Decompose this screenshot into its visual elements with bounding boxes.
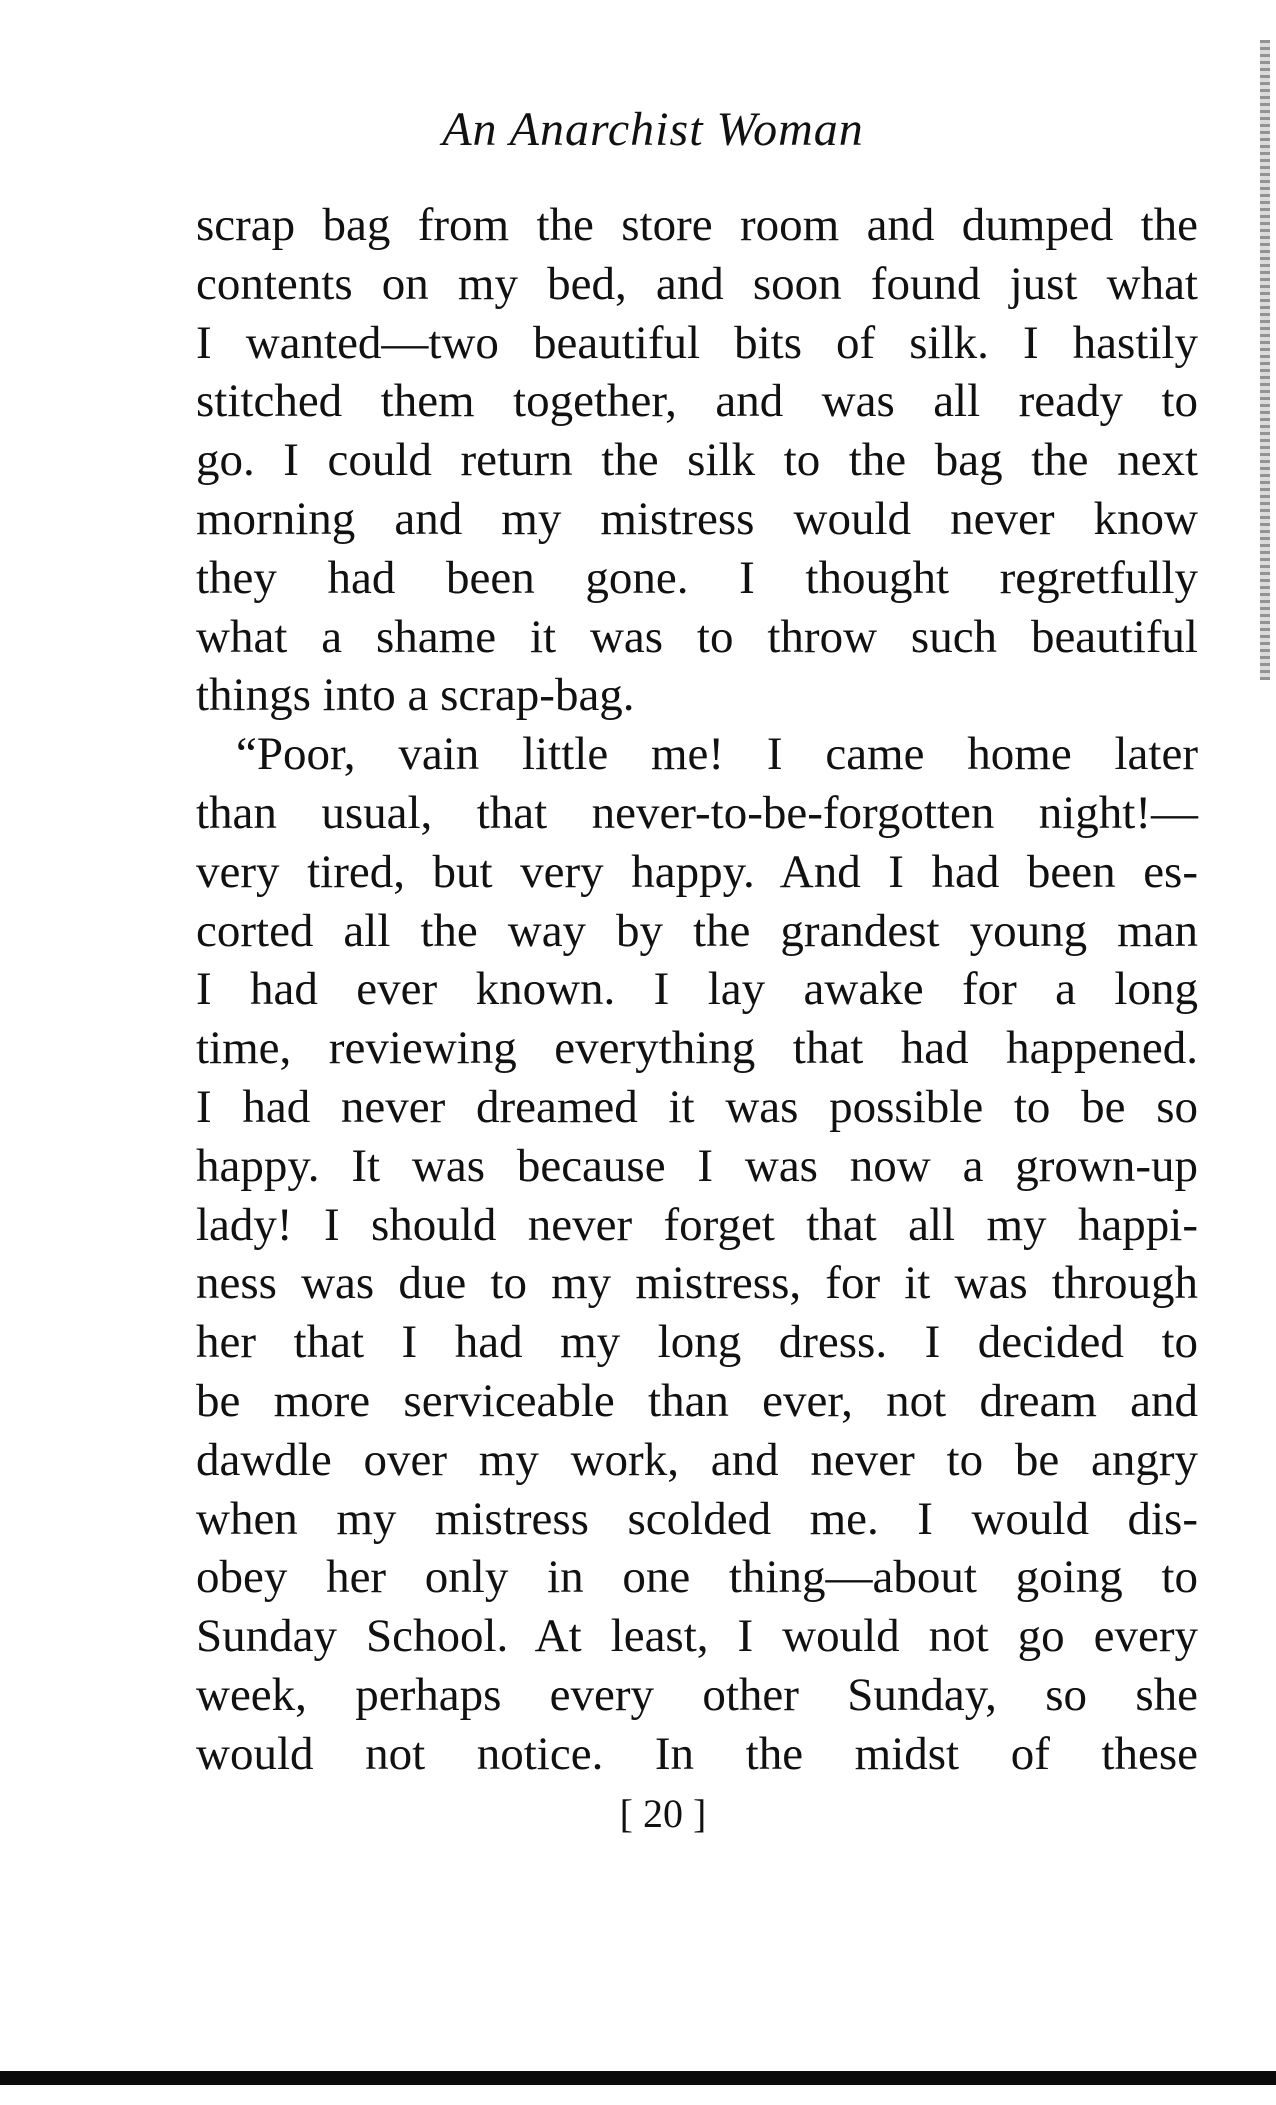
text-line: things into a scrap-bag. (196, 669, 635, 722)
text-line: what a shame it was to throw such beautiful (196, 610, 1198, 663)
text-line: her that I had my long dress. I decided to (196, 1316, 1198, 1369)
text-line: I had never dreamed it was possible to be so (196, 1080, 1198, 1133)
text-line: Sunday School. At least, I would not go every (196, 1610, 1198, 1663)
text-line: week, perhaps every other Sunday, so she (196, 1668, 1198, 1721)
text-line: I had ever known. I lay awake for a long (196, 963, 1198, 1016)
text-line: contents on my bed, and soon found just what (196, 257, 1198, 310)
text-line: would not notice. In the midst of these (196, 1727, 1198, 1780)
scan-bottom-border (0, 2071, 1276, 2085)
text-line: dawdle over my work, and never to be angry (196, 1433, 1198, 1486)
text-line: “Poor, vain little me! I came home later (236, 728, 1198, 781)
text-line: go. I could return the silk to the bag the next (196, 434, 1198, 487)
page-number: [ 20 ] (619, 1791, 707, 1836)
text-line: scrap bag from the store room and dumped the (196, 199, 1198, 251)
text-line: they had been gone. I thought regretfully (196, 551, 1198, 604)
text-line: morning and my mistress would never know (196, 492, 1198, 545)
text-line: I wanted—two beautiful bits of silk. I hastily (196, 316, 1198, 369)
text-line: when my mistress scolded me. I would dis- (196, 1492, 1198, 1545)
text-line: corted all the way by the grandest young man (196, 904, 1198, 957)
text-line: happy. It was because I was now a grown-up (196, 1139, 1198, 1192)
text-line: than usual, that never-to-be-forgotten night!— (196, 786, 1198, 839)
text-line: ness was due to my mistress, for it was through (196, 1257, 1198, 1310)
body-text (196, 196, 1198, 1784)
text-line: obey her only in one thing—about going to (196, 1551, 1198, 1604)
text-line: very tired, but very happy. And I had been es- (196, 845, 1198, 898)
running-head: An Anarchist Woman (442, 103, 864, 156)
text-line: lady! I should never forget that all my happi- (196, 1198, 1198, 1251)
text-line: stitched them together, and was all ready to (196, 375, 1198, 428)
text-line: time, reviewing everything that had happened. (196, 1022, 1198, 1075)
text-line: be more serviceable than ever, not dream and (196, 1374, 1198, 1427)
